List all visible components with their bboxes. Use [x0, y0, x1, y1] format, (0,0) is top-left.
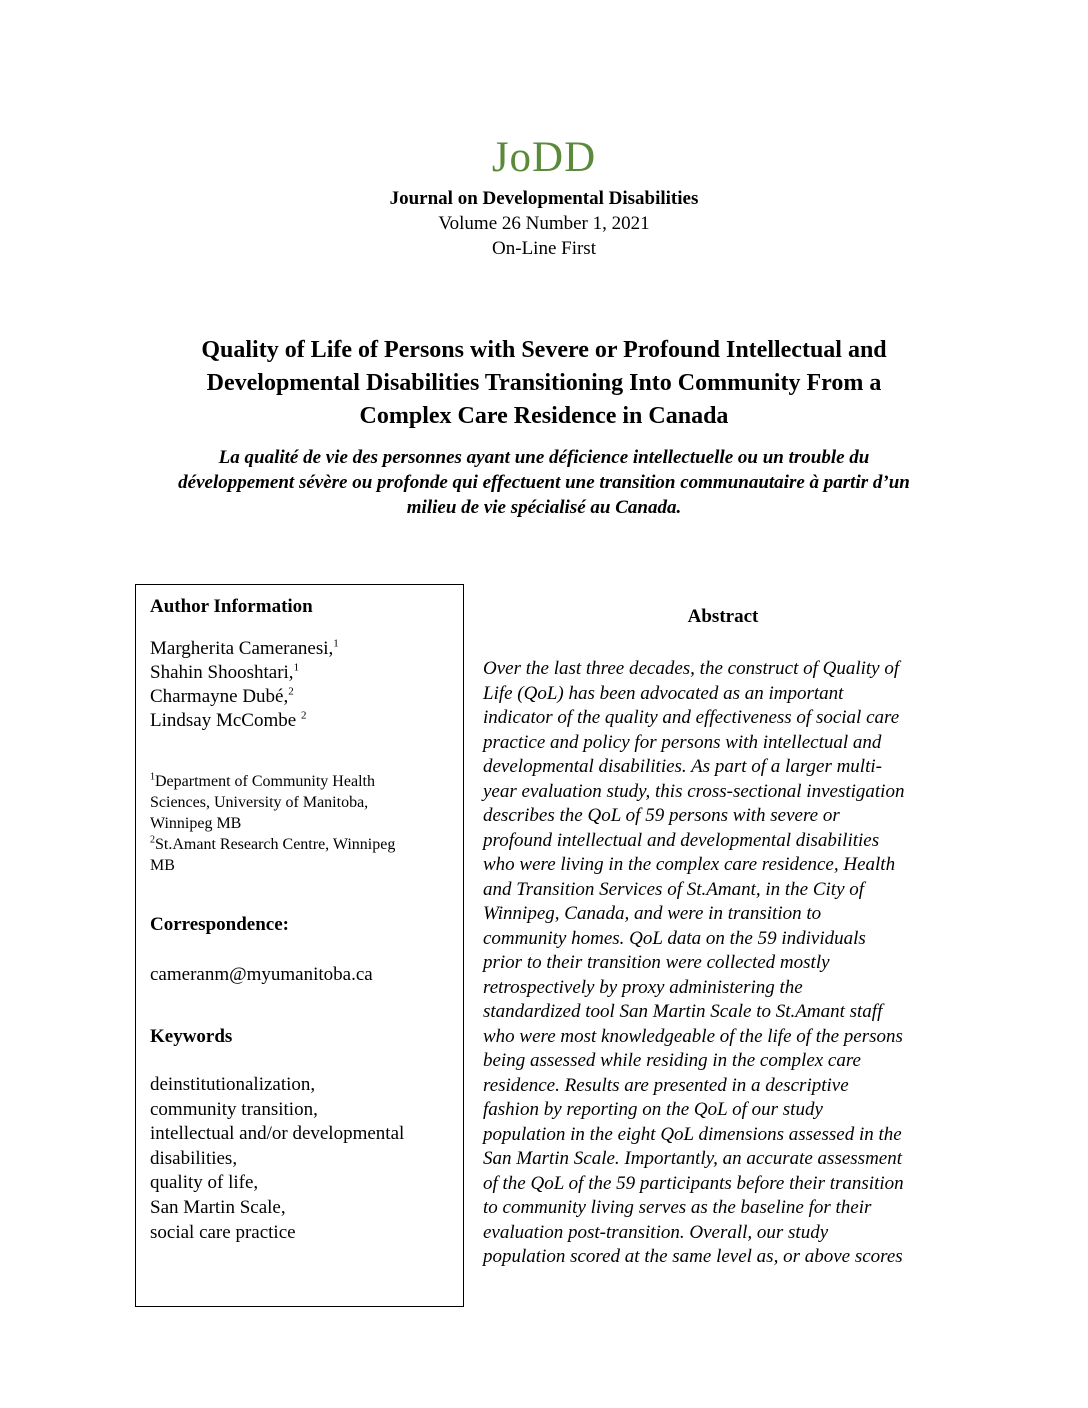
journal-volume: Volume 26 Number 1, 2021: [438, 213, 650, 234]
author-information-heading: Author Information: [150, 596, 313, 617]
title-en-line: Quality of Life of Persons with Severe or Profound Intellectual and: [201, 337, 887, 363]
abstract-line: standardized tool San Martin Scale to St.Amant staff: [483, 1001, 883, 1022]
correspondence-heading: Correspondence:: [150, 914, 289, 935]
author-name-text: Margherita Cameranesi,: [150, 638, 334, 659]
author-name: [150, 661, 449, 685]
journal-masthead: [0, 133, 1088, 261]
affiliation-line: Department of Community Health: [155, 773, 375, 790]
keyword: San Martin Scale,: [150, 1196, 286, 1218]
author-list: [150, 637, 449, 733]
abstract-line: fashion by reporting on the QoL of our study: [483, 1099, 823, 1120]
journal-status: On-Line First: [492, 238, 596, 259]
abstract-line: Life (QoL) has been advocated as an important: [483, 682, 844, 704]
keywords-heading: Keywords: [150, 1026, 233, 1047]
affiliation-sup: 2: [150, 834, 155, 846]
author-affiliation-sup: 1: [333, 637, 339, 650]
keyword: disabilities,: [150, 1147, 238, 1169]
abstract-line: profound intellectual and developmental disabilities: [483, 829, 880, 851]
abstract-line: residence. Results are presented in a descriptive: [483, 1074, 849, 1096]
author-name: [150, 685, 449, 709]
author-affiliation-sup: 2: [288, 685, 294, 698]
author-name-text: Lindsay McCombe: [150, 710, 301, 731]
keyword: social care practice: [150, 1221, 296, 1243]
title-en-line: Complex Care Residence in Canada: [359, 403, 729, 429]
abstract-line: retrospectively by proxy administering the: [483, 976, 803, 998]
abstract-line: Over the last three decades, the construct of Quality of: [483, 658, 900, 679]
title-fr-line: milieu de vie spécialisé au Canada.: [406, 497, 682, 518]
article-title-english: [120, 334, 968, 433]
journal-name: Journal on Developmental Disabilities: [389, 188, 699, 209]
affiliation: [150, 834, 449, 876]
affiliation-sup: 1: [150, 771, 155, 783]
abstract-line: to community living serves as the baseline for their: [483, 1197, 872, 1218]
article-title-french: [120, 445, 968, 520]
abstract-line: who were living in the complex care residence, Health: [483, 854, 896, 875]
affiliation-line: MB: [150, 857, 175, 874]
author-affiliation-sup: 1: [293, 661, 300, 674]
author-affiliation-sup: 2: [300, 709, 307, 722]
correspondence-email: cameranm@myumanitoba.ca: [150, 964, 373, 985]
author-name-text: Charmayne Dubé,: [150, 686, 289, 707]
affiliation-line: Sciences, University of Manitoba,: [150, 794, 369, 811]
abstract-line: and Transition Services of St.Amant, in the City of: [483, 878, 865, 900]
author-name: [150, 637, 449, 661]
abstract-line: San Martin Scale. Importantly, an accurate assessment: [483, 1148, 903, 1169]
abstract-line: population scored at the same level as, or above scores: [483, 1246, 903, 1267]
journal-logo: JoDD: [491, 134, 597, 181]
keyword: quality of life,: [150, 1172, 259, 1194]
abstract-line: Winnipeg, Canada, and were in transition to: [483, 903, 822, 924]
abstract-line: evaluation post-transition. Overall, our study: [483, 1221, 829, 1243]
keyword: community transition,: [150, 1098, 318, 1120]
affiliation-line: St.Amant Research Centre, Winnipeg: [155, 836, 396, 853]
abstract-line: describes the QoL of 59 persons with severe or: [483, 805, 840, 826]
abstract-line: of the QoL of the 59 participants before their transition: [483, 1172, 904, 1194]
affiliation-list: [150, 771, 449, 876]
keyword-list: [150, 1073, 449, 1245]
article-titles: [120, 334, 968, 520]
abstract-heading: Abstract: [687, 606, 759, 627]
abstract-body: [483, 657, 963, 1270]
abstract-line: indicator of the quality and effectiveness of social care: [483, 707, 900, 728]
keyword: deinstitutionalization,: [150, 1074, 316, 1095]
abstract-line: who were most knowledgeable of the life of the persons: [483, 1025, 903, 1047]
abstract-line: practice and policy for persons with intellectual and: [483, 731, 882, 753]
author-information-box: [135, 584, 464, 1307]
title-fr-line: La qualité de vie des personnes ayant une déficience intellectuelle ou un trouble du: [218, 447, 870, 468]
abstract-line: population in the eight QoL dimensions assessed in the: [483, 1123, 902, 1145]
abstract-section: [483, 605, 963, 1270]
affiliation-line: Winnipeg MB: [150, 815, 242, 832]
title-en-line: Developmental Disabilities Transitioning Into Community From a: [206, 370, 882, 396]
author-name-text: Shahin Shooshtari,: [150, 662, 294, 683]
affiliation: [150, 771, 449, 834]
abstract-line: prior to their transition were collected mostly: [483, 952, 830, 973]
author-name: [150, 709, 449, 733]
keyword: intellectual and/or developmental: [150, 1123, 405, 1145]
abstract-line: year evaluation study, this cross-sectional investigation: [483, 780, 905, 802]
abstract-line: developmental disabilities. As part of a larger multi-: [483, 756, 882, 777]
abstract-line: community homes. QoL data on the 59 individuals: [483, 927, 866, 949]
title-fr-line: développement sévère ou profonde qui effectuent une transition communautaire à partir d’un: [178, 472, 910, 493]
abstract-line: being assessed while residing in the complex care: [483, 1050, 861, 1071]
